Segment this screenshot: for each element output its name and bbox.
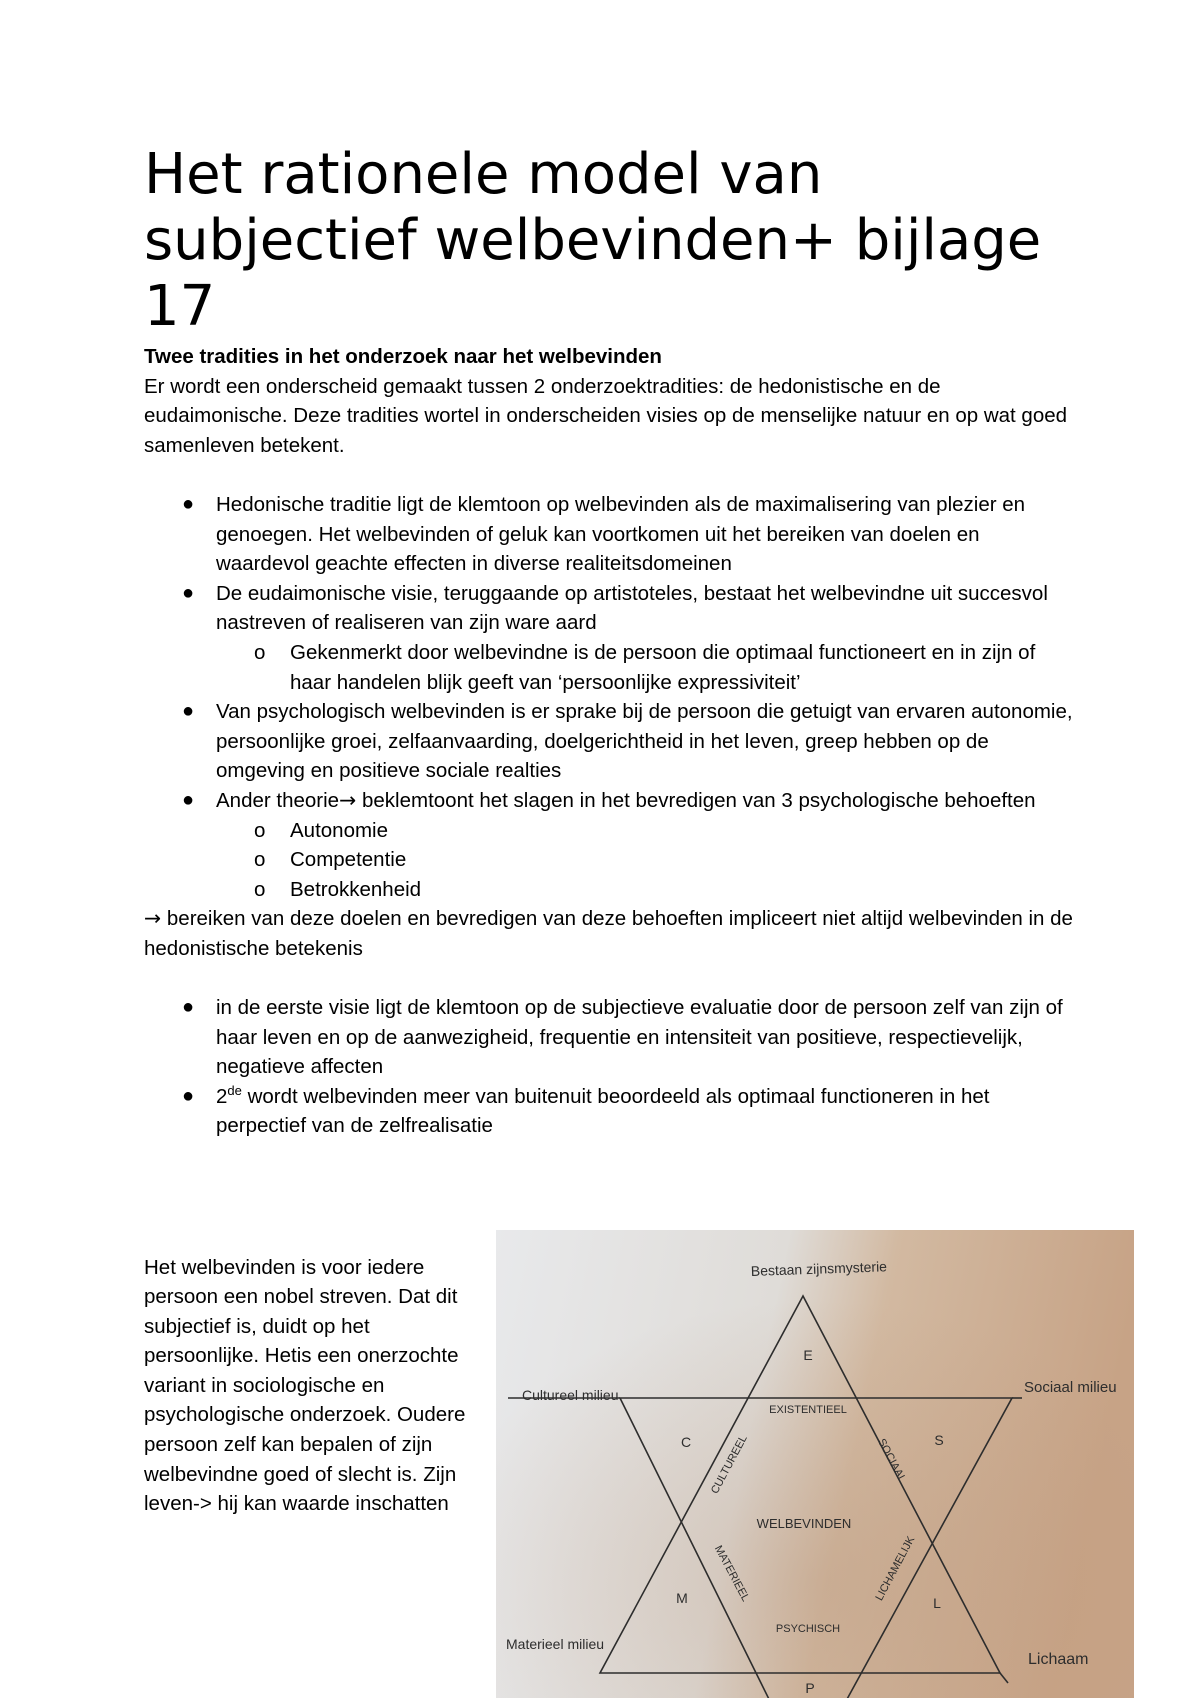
list-item: ● Ander theorie→ beklemtoont het slagen in het bevredigen van 3 psychologische behoeften o Autonomie o Competentie o Betrokkenheid bbox=[144, 786, 1074, 904]
side-paragraph: Het welbevinden is voor iedere persoon een nobel streven. Dat dit subjectief is, duidt op het persoonlijke. Hetis een onerzochte variant in sociologische en psychologische onderzoek. Oudere persoon zelf kan bepalen of zijn welbevindne goed of slecht is. Zijn leven-> hij kan waarde inschatten bbox=[144, 1255, 466, 1516]
list-item: ● 2de wordt welbevinden meer van buitenuit beoordeeld als optimaal functioneren in het perpectief van de zelfrealisatie bbox=[182, 1082, 990, 1138]
label-lichamelijk: LICHAMELIJK bbox=[873, 1534, 918, 1603]
list-item: ● in de eerste visie ligt de klemtoon op de subjectieve evaluatie door de persoon zelf van zijn of haar leven en op de aanwezigheid, frequentie en intensiteit van positieve, respectievelijk, negatieve affecten bbox=[144, 993, 1074, 1082]
bullet-icon: ● bbox=[182, 788, 195, 811]
letter-m: M bbox=[676, 1590, 688, 1606]
conclusion-paragraph: → bereiken van deze doelen en bevredigen van deze behoeften impliceert niet altijd welbevinden in de hedonistische betekenis bbox=[144, 906, 1073, 960]
bullet-icon: ● bbox=[182, 996, 195, 1019]
label-left-top: Cultureel milieu bbox=[522, 1387, 619, 1403]
circle-bullet-icon: o bbox=[254, 818, 266, 842]
spacer bbox=[144, 963, 1074, 993]
intro-paragraph: Er wordt een onderscheid gemaakt tussen 2 onderzoektradities: de hedonistische en de eudaimonische. Deze tradities wortel in onderscheiden visies op de menselijke natuur en op wat goed samenleven betekent. bbox=[144, 374, 1068, 457]
arrow-icon: → bbox=[339, 787, 357, 812]
letter-l: L bbox=[933, 1595, 941, 1611]
letter-e: E bbox=[803, 1347, 813, 1363]
views-list bbox=[144, 993, 1074, 1141]
diagram-photo bbox=[496, 1230, 1134, 1698]
wellbeing-star-diagram bbox=[496, 1230, 1134, 1698]
letter-p: P bbox=[805, 1680, 815, 1696]
label-cultureel: CULTUREEL bbox=[708, 1433, 750, 1496]
letter-c: C bbox=[680, 1434, 692, 1450]
sub-list bbox=[216, 638, 1074, 697]
label-top: Bestaan zijnsmysterie bbox=[750, 1258, 888, 1279]
bullet-icon: ● bbox=[182, 1084, 195, 1107]
sub-list-item: o Competentie bbox=[144, 845, 1074, 875]
spacer bbox=[144, 460, 1074, 490]
traditions-list bbox=[144, 490, 1074, 904]
letter-s: S bbox=[934, 1432, 944, 1448]
label-existentieel: EXISTENTIEEL bbox=[769, 1404, 847, 1416]
label-center: WELBEVINDEN bbox=[756, 1516, 852, 1531]
sub-list-item: o Betrokkenheid bbox=[144, 875, 1074, 905]
sub-list-item: o Gekenmerkt door welbevindne is de persoon die optimaal functioneert en in zijn of haar handelen blijk geeft van ‘persoonlijke expressiviteit’ bbox=[144, 638, 1074, 697]
label-materieel: MATERIEEL bbox=[711, 1543, 752, 1604]
label-right-bottom: Lichaam bbox=[1028, 1651, 1089, 1668]
needs-list bbox=[216, 816, 1074, 905]
bullet-icon: ● bbox=[182, 700, 195, 723]
list-item: ● Hedonische traditie ligt de klemtoon op welbevinden als de maximalisering van plezier en genoegen. Het welbevinden of geluk kan voortkomen uit het bereiken van doelen en waardevol geachte effecten in diverse realiteitsdomeinen bbox=[144, 490, 1074, 579]
document-body bbox=[144, 342, 1074, 1141]
label-sociaal: SOCIAAL bbox=[875, 1436, 909, 1485]
label-left-bottom: Materieel milieu bbox=[506, 1636, 605, 1652]
circle-bullet-icon: o bbox=[254, 877, 266, 901]
page-title: Het rationele model van subjectief welbevinden+ bijlage 17 bbox=[144, 142, 1042, 339]
label-psychisch: PSYCHISCH bbox=[775, 1623, 841, 1635]
bullet-icon: ● bbox=[182, 492, 195, 515]
section-heading: Twee tradities in het onderzoek naar het welbevinden bbox=[144, 345, 662, 368]
circle-bullet-icon: o bbox=[254, 848, 266, 872]
arrow-icon: → bbox=[144, 906, 162, 931]
list-item: ● De eudaimonische visie, teruggaande op artistoteles, bestaat het welbevindne uit succesvol nastreven of realiseren van zijn ware aard o Gekenmerkt door welbevindne is de persoon die optimaal functioneert en in zijn of haar handelen blijk geeft van ‘persoonlijke expressiviteit’ bbox=[144, 579, 1074, 697]
list-item: ● Van psychologisch welbevinden is er sprake bij de persoon die getuigt van ervaren autonomie, persoonlijke groei, zelfaanvaarding, doelgerichtheid in het leven, greep hebben op de omgeving en positieve sociale realties bbox=[144, 697, 1074, 786]
sub-list-item: o Autonomie bbox=[144, 816, 1074, 846]
label-right-top: Sociaal milieu bbox=[1024, 1379, 1117, 1396]
circle-bullet-icon: o bbox=[254, 640, 266, 664]
bullet-icon: ● bbox=[182, 581, 195, 604]
